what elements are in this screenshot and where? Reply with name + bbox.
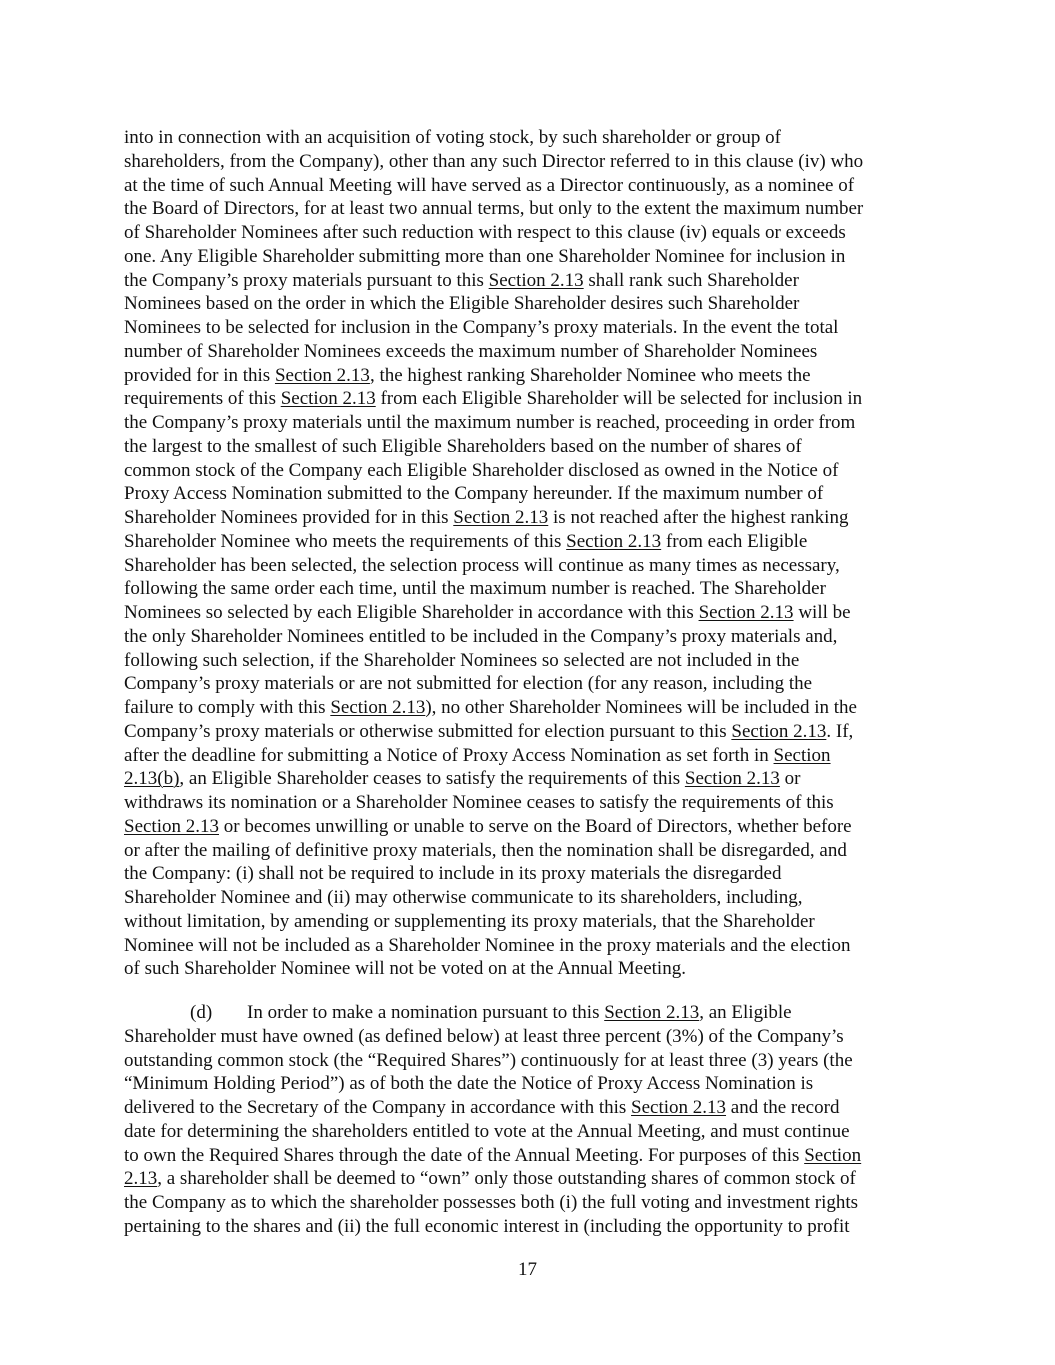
section-reference: Section 2.13	[698, 602, 794, 623]
text-segment: delivered to the Secretary of the Company in accordance with this	[124, 1097, 632, 1118]
section-reference: Section 2.13	[731, 720, 827, 742]
text-line	[124, 672, 934, 696]
text-segment: into in connection with an acquisition of voting stock, by such shareholder or group of	[124, 127, 781, 148]
text-line	[124, 744, 934, 768]
text-segment: from each Eligible	[661, 530, 808, 552]
text-line	[124, 1215, 934, 1239]
text-segment: the Company’s proxy materials until the maximum number is reached, proceeding in order from	[124, 412, 856, 433]
text-segment: of Shareholder Nominees after such reduction with respect to this clause (iv) equals or exceeds	[124, 222, 846, 243]
text-line	[124, 815, 934, 839]
text-line	[124, 601, 934, 625]
paragraph-indent	[124, 1001, 247, 1025]
text-segment: Nominees so selected by each Eligible Shareholder in accordance with this	[124, 602, 699, 623]
text-segment: the Company as to which the shareholder possesses both (i) the full voting and investment rights	[124, 1192, 859, 1213]
section-reference: Section 2.13	[684, 768, 780, 790]
text-segment: Shareholder Nominee and (ii) may otherwise communicate to its shareholders, including,	[124, 887, 803, 908]
text-line	[124, 696, 934, 720]
text-line	[124, 411, 934, 435]
text-line	[124, 245, 934, 269]
text-segment: of such Shareholder Nominee will not be voted on at the Annual Meeting.	[124, 958, 686, 980]
section-reference: Section 2.13	[604, 1002, 700, 1023]
text-line	[124, 1001, 934, 1025]
text-segment: shareholders, from the Company), other than any such Director referred to in this clause (iv) who	[124, 150, 864, 172]
text-line	[124, 910, 934, 934]
text-segment: from each Eligible Shareholder will be selected for inclusion in	[375, 388, 863, 410]
text-segment: ), no other Shareholder Nominees will be included in the	[425, 697, 857, 718]
text-segment: In order to make a nomination pursuant to this	[247, 1002, 605, 1023]
text-line	[124, 316, 934, 340]
paragraph-c-continued	[124, 126, 934, 981]
text-segment: Nominees to be selected for inclusion in the Company’s proxy materials. In the event the total	[124, 317, 839, 338]
text-line	[124, 269, 934, 293]
text-segment: shall rank such Shareholder	[583, 269, 799, 291]
text-segment: Nominees based on the order in which the Eligible Shareholder desires such Shareholder	[124, 293, 800, 315]
text-line	[124, 1144, 934, 1168]
text-segment: is not reached after the highest ranking	[548, 507, 849, 528]
section-reference: Section	[804, 1144, 862, 1166]
text-segment: requirements of this	[124, 388, 281, 410]
text-segment: provided for in this	[124, 364, 275, 386]
text-segment: . If,	[826, 720, 854, 742]
text-segment: Shareholder has been selected, the selection process will continue as many times as necessary,	[124, 554, 840, 576]
text-line	[124, 387, 934, 411]
text-line	[124, 506, 934, 530]
text-segment: to own the Required Shares through the date of the Annual Meeting. For purposes of this	[124, 1144, 805, 1166]
text-segment: , an Eligible	[699, 1002, 792, 1023]
paragraph-gap	[124, 981, 934, 1001]
text-segment: the only Shareholder Nominees entitled to be included in the Company’s proxy materials and,	[124, 625, 838, 647]
section-reference: Section 2.13	[453, 507, 549, 528]
text-line	[124, 839, 934, 863]
text-segment: or becomes unwilling or unable to serve on the Board of Directors, whether before	[219, 815, 852, 837]
section-reference: Section	[773, 744, 831, 766]
text-line	[124, 886, 934, 910]
text-line	[124, 1025, 934, 1049]
text-line	[124, 625, 934, 649]
text-line	[124, 1167, 934, 1191]
text-line	[124, 577, 934, 601]
section-reference: Section 2.13	[566, 530, 662, 552]
section-reference: Section 2.13	[124, 815, 219, 837]
text-segment: without limitation, by amending or supplementing its proxy materials, that the Shareholder	[124, 910, 815, 932]
text-segment: Proxy Access Nomination submitted to the Company hereunder. If the maximum number of	[124, 483, 824, 505]
text-line	[124, 1049, 934, 1073]
text-line	[124, 174, 934, 198]
section-reference: Section 2.13	[280, 388, 376, 410]
text-line	[124, 482, 934, 506]
text-segment: one. Any Eligible Shareholder submitting more than one Shareholder Nominee for inclusion in	[124, 245, 846, 267]
text-line	[124, 221, 934, 245]
text-segment: following such selection, if the Shareholder Nominees so selected are not included in the	[124, 649, 800, 671]
text-segment: “Minimum Holding Period”) as of both the date the Notice of Proxy Access Nomination is	[124, 1073, 814, 1095]
text-segment: failure to comply with this	[124, 697, 331, 718]
text-segment: pertaining to the shares and (ii) the full economic interest in (including the opportunity to profit	[124, 1215, 850, 1237]
text-line	[124, 1072, 934, 1096]
section-reference: 2.13	[124, 1168, 158, 1190]
text-segment: will be	[793, 602, 851, 623]
text-line	[124, 126, 934, 150]
text-line	[124, 150, 934, 174]
text-line	[124, 1191, 934, 1215]
text-segment: and the record	[726, 1097, 840, 1118]
text-segment: date for determining the shareholders entitled to vote at the Annual Meeting, and must continue	[124, 1120, 850, 1142]
text-line	[124, 720, 934, 744]
text-segment: Company’s proxy materials or are not submitted for election (for any reason, including the	[124, 673, 813, 695]
text-line	[124, 934, 934, 958]
page-number: 17	[518, 1259, 537, 1280]
text-line	[124, 649, 934, 673]
text-segment: or after the mailing of definitive proxy materials, then the nomination shall be disregarded, and	[124, 839, 847, 861]
text-line	[124, 767, 934, 791]
text-segment: Company’s proxy materials or otherwise submitted for election pursuant to this	[124, 720, 732, 742]
text-segment: the Board of Directors, for at least two annual terms, but only to the extent the maximum number	[124, 198, 864, 220]
text-line	[124, 862, 934, 886]
text-segment: Nominee will not be included as a Shareholder Nominee in the proxy materials and the election	[124, 934, 851, 956]
text-segment: following the same order each time, until the maximum number is reached. The Shareholder	[124, 578, 826, 600]
text-segment: , a shareholder shall be deemed to “own” only those outstanding shares of common stock of	[157, 1168, 856, 1190]
text-segment: the Company’s proxy materials pursuant to this	[124, 269, 489, 291]
text-segment: number of Shareholder Nominees exceeds the maximum number of Shareholder Nominees	[124, 340, 818, 362]
text-line	[124, 554, 934, 578]
text-segment: or	[779, 768, 801, 790]
text-segment: Shareholder Nominee who meets the requirements of this	[124, 530, 567, 552]
text-line	[124, 459, 934, 483]
text-segment: common stock of the Company each Eligible Shareholder disclosed as owned in the Notice of	[124, 459, 839, 481]
section-reference: Section 2.13	[488, 269, 584, 291]
text-segment: , an Eligible Shareholder ceases to satisfy the requirements of this	[179, 768, 685, 790]
text-line	[124, 957, 934, 981]
text-segment: Shareholder Nominees provided for in this	[124, 507, 454, 528]
text-segment: after the deadline for submitting a Notice of Proxy Access Nomination as set forth in	[124, 744, 774, 766]
section-reference: 2.13(b)	[124, 768, 180, 790]
paragraph-d	[124, 1001, 934, 1239]
document-body	[124, 126, 934, 1239]
text-line	[124, 197, 934, 221]
text-segment: Shareholder must have owned (as defined below) at least three percent (3%) of the Company’s	[124, 1025, 844, 1047]
text-segment: the Company: (i) shall not be required to include in its proxy materials the disregarded	[124, 863, 782, 885]
text-line	[124, 791, 934, 815]
text-line	[124, 1120, 934, 1144]
text-segment: at the time of such Annual Meeting will have served as a Director continuously, as a nominee of	[124, 174, 855, 196]
text-line	[124, 1096, 934, 1120]
section-reference: Section 2.13	[274, 364, 370, 386]
section-reference: Section 2.13	[631, 1097, 727, 1118]
text-segment: withdraws its nomination or a Shareholder Nominee ceases to satisfy the requirements of this	[124, 792, 834, 813]
text-line	[124, 530, 934, 554]
text-segment: the largest to the smallest of such Eligible Shareholders based on the number of shares of	[124, 435, 802, 457]
text-line	[124, 340, 934, 364]
paragraph-label: (d)	[190, 1002, 213, 1023]
text-segment: , the highest ranking Shareholder Nominee who meets the	[369, 364, 811, 386]
text-segment: outstanding common stock (the “Required Shares”) continuously for at least three (3) years (the	[124, 1049, 853, 1071]
text-line	[124, 292, 934, 316]
text-line	[124, 435, 934, 459]
text-line	[124, 364, 934, 388]
section-reference: Section 2.13	[330, 697, 426, 718]
